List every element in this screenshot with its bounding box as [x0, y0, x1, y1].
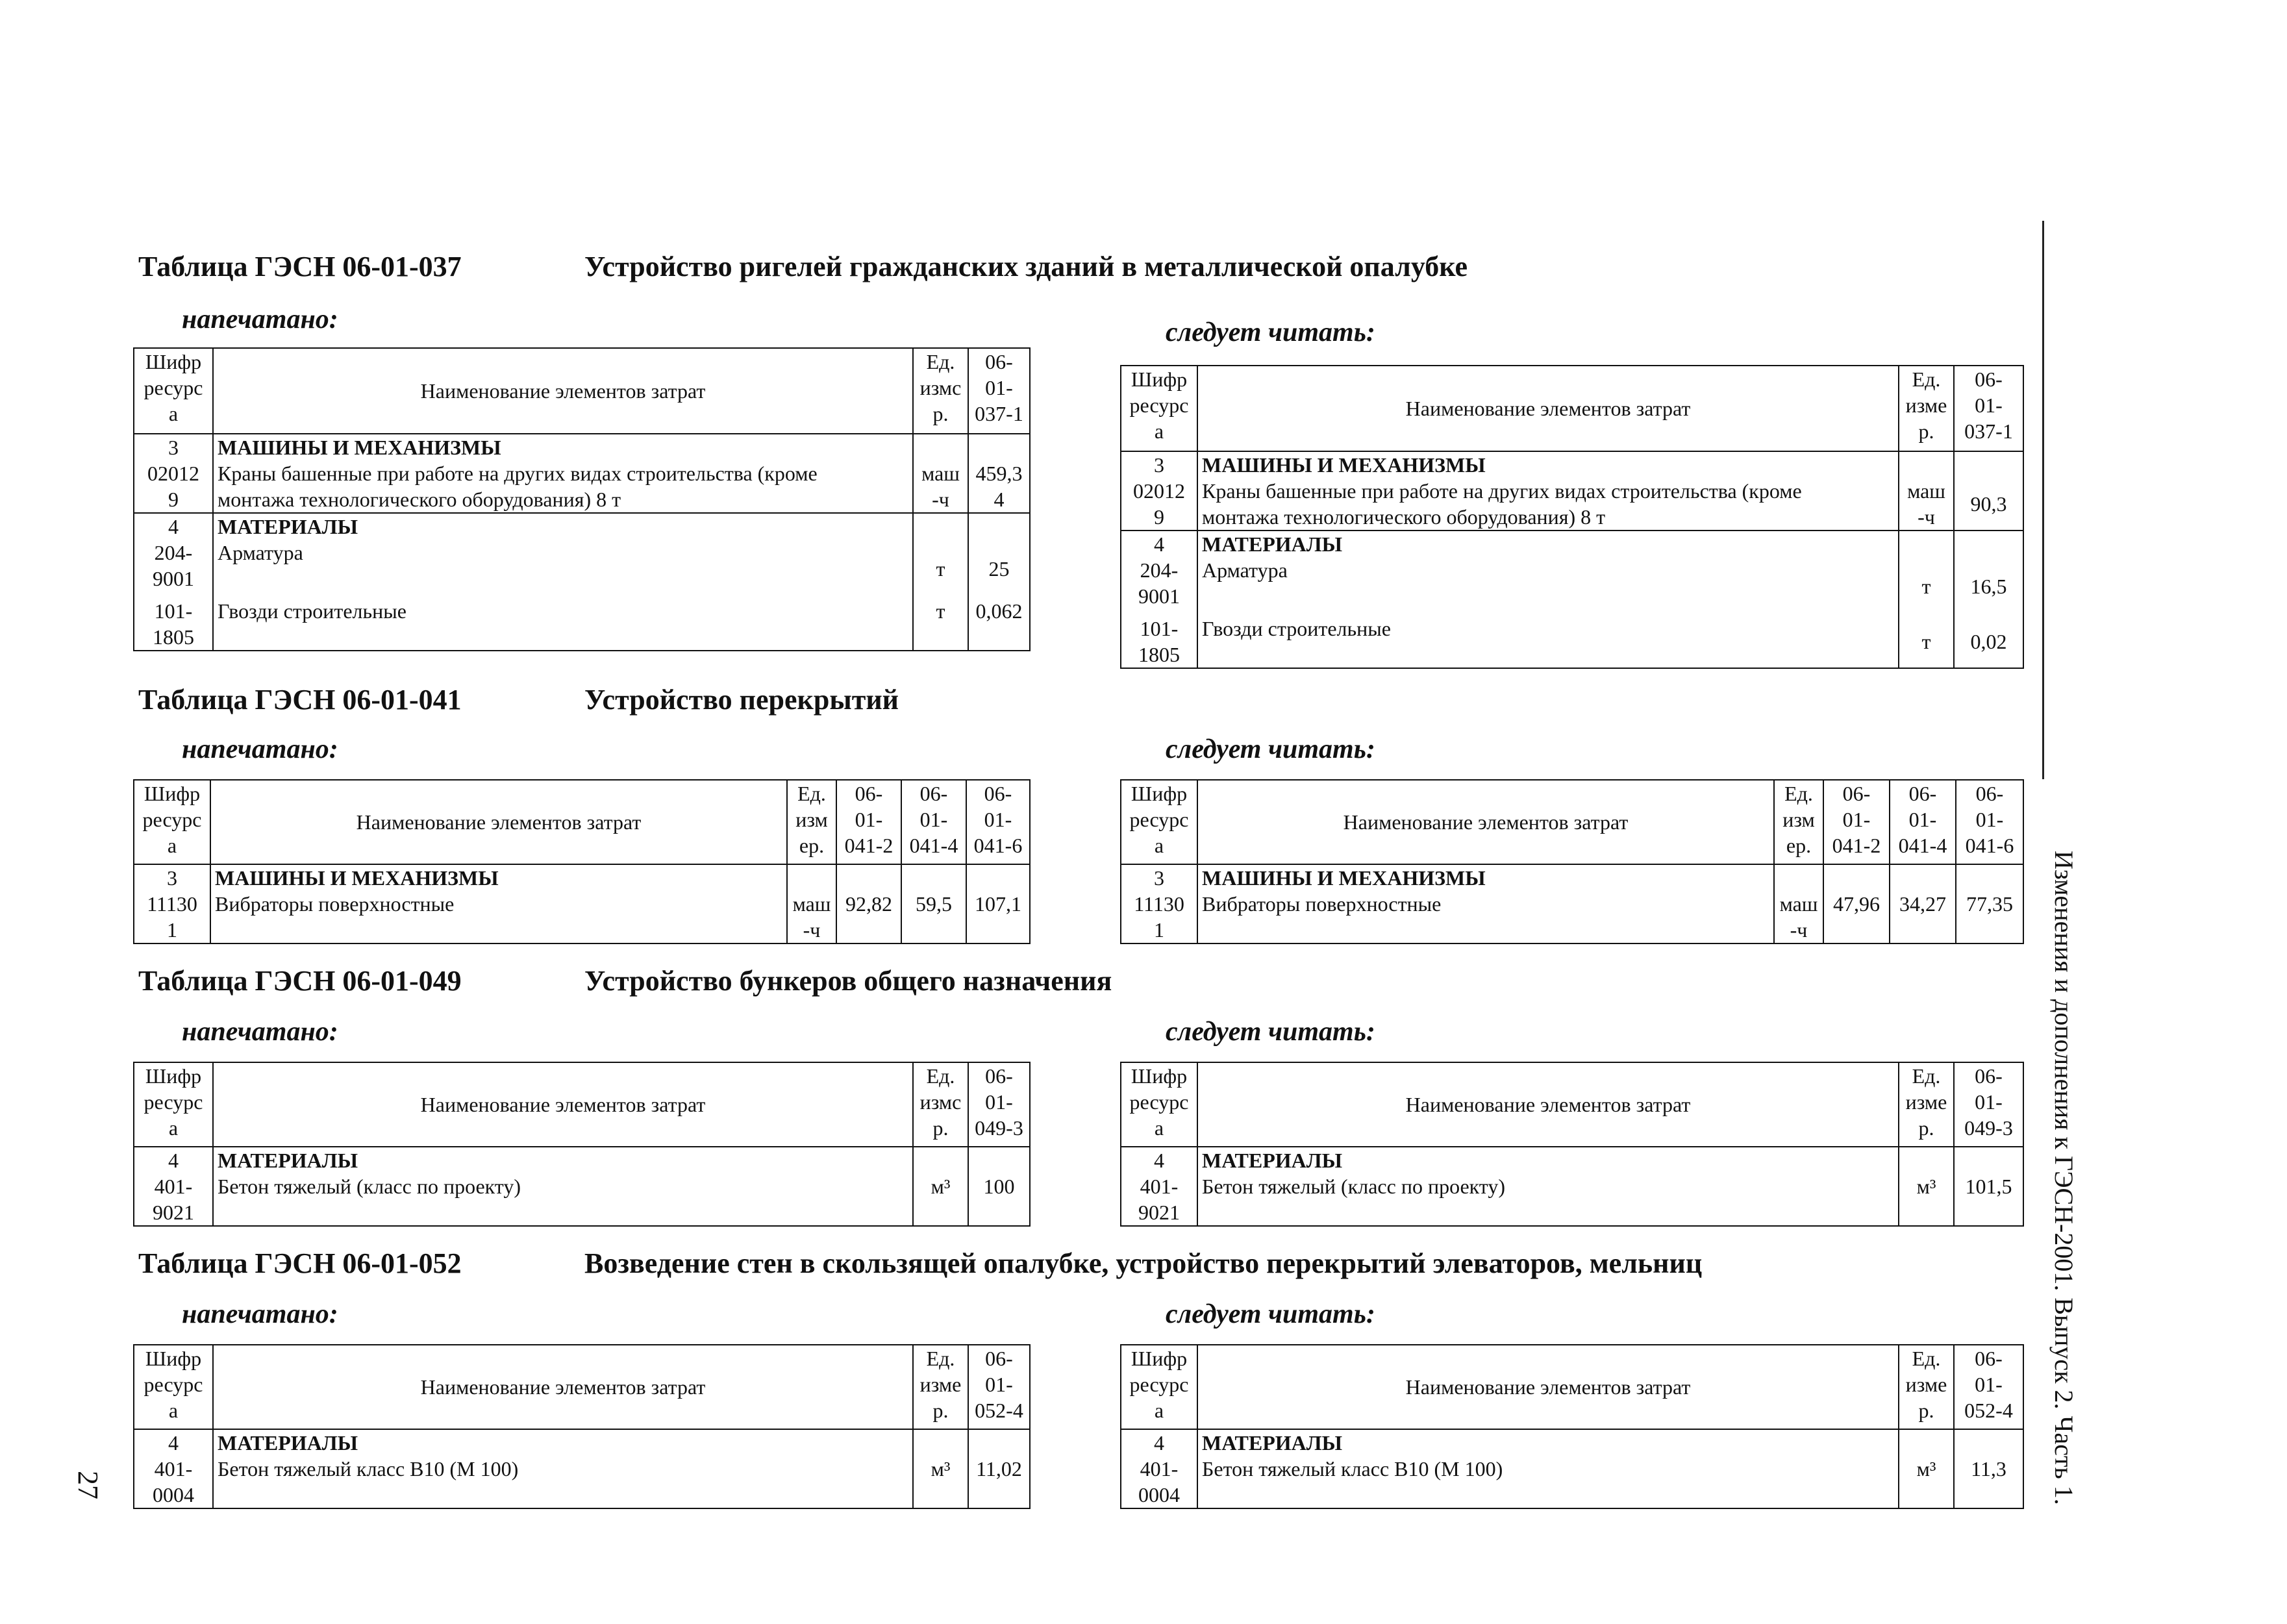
table-header-row: Шифр ресурс а Наименование элементов затрат Ед. изме р. 06- 01- 052-4 [134, 1345, 1030, 1429]
table-row: 401- 9021 Бетон тяжелый (класс по проекту) м³ 100 [134, 1173, 1030, 1226]
table-row: 4 МАТЕРИАЛЫ [1121, 1429, 2023, 1456]
section-title: Таблица ГЭСН 06-01-037 [138, 251, 462, 282]
table-printed-041 [133, 779, 1031, 944]
page-number: 27 [72, 1471, 104, 1499]
table-corrected-041 [1120, 779, 2024, 944]
should-read-label: следует читать: [1166, 1299, 1375, 1329]
header-name: Наименование элементов затрат [213, 348, 913, 434]
running-header [2049, 851, 2081, 1532]
section-description: Устройство перекрытий [584, 684, 899, 716]
table-row: 02012 9 Краны башенные при работе на других видах строительства (кроме монтажа технологического оборудования) 8 т маш -ч 90,3 [1121, 478, 2023, 531]
table-row: 3 МАШИНЫ И МЕХАНИЗМЫ [134, 434, 1030, 460]
table-header-row: Шифр ресурс а Наименование элементов затрат Ед. изм ер. 06- 01- 041-2 06- 01- 041-4 06- 01- 041-6 [134, 780, 1030, 864]
table-printed-049 [133, 1062, 1031, 1227]
header-unit: Ед. измс р. [913, 348, 968, 434]
table-row: 3 МАШИНЫ И МЕХАНИЗМЫ [134, 864, 1030, 891]
table-row: 401- 0004 Бетон тяжелый класс В10 (М 100) м³ 11,3 [1121, 1456, 2023, 1508]
table-row: 4 МАТЕРИАЛЫ [134, 1147, 1030, 1173]
table-row: 101- 1805 Гвозди строительные т 0,02 [1121, 616, 2023, 668]
table-row: 11130 1 Вибраторы поверхностные маш -ч 92,82 59,5 107,1 [134, 891, 1030, 943]
header-rate-code: 06- 01- 037-1 [968, 348, 1030, 434]
table-header-row: Шифр ресурс а Наименование элементов затрат Ед. изме р. 06- 01- 052-4 [1121, 1345, 2023, 1429]
section-title: Таблица ГЭСН 06-01-049 [138, 965, 462, 997]
table-header-row: Шифр ресурс а Наименование элементов затрат Ед. изме р. 06- 01- 037-1 [1121, 366, 2023, 451]
table-printed-052 [133, 1344, 1031, 1509]
table-header-row [134, 348, 1030, 434]
section-description: Устройство ригелей гражданских зданий в металлической опалубке [584, 251, 1468, 282]
table-row: 02012 9 Краны башенные при работе на других видах строительства (кроме монтажа технологического оборудования) 8 т маш -ч 459,3 4 [134, 460, 1030, 513]
table-row: 3 МАШИНЫ И МЕХАНИЗМЫ [1121, 864, 2023, 891]
header-code: Шифр ресурс а [134, 348, 213, 434]
printed-label: напечатано: [182, 305, 338, 334]
section-title: Таблица ГЭСН 06-01-041 [138, 684, 462, 716]
printed-label: напечатано: [182, 1017, 338, 1047]
table-corrected-037 [1120, 365, 2024, 669]
printed-label: напечатано: [182, 1299, 338, 1329]
section-description: Устройство бункеров общего назначения [584, 965, 1112, 997]
table-row: 204- 9001 Арматура т 16,5 [1121, 557, 2023, 616]
table-row: 4 МАТЕРИАЛЫ [1121, 531, 2023, 557]
table-row: 204- 9001 Арматура т 25 [134, 540, 1030, 598]
table-row: 401- 9021 Бетон тяжелый (класс по проекту) м³ 101,5 [1121, 1173, 2023, 1226]
printed-label: напечатано: [182, 734, 338, 764]
table-row: 3 МАШИНЫ И МЕХАНИЗМЫ [1121, 451, 2023, 478]
table-row: 401- 0004 Бетон тяжелый класс В10 (М 100) м³ 11,02 [134, 1456, 1030, 1508]
table-header-row: Шифр ресурс а Наименование элементов затрат Ед. изме р. 06- 01- 049-3 [1121, 1062, 2023, 1147]
section-title: Таблица ГЭСН 06-01-052 [138, 1247, 462, 1279]
table-corrected-052 [1120, 1344, 2024, 1509]
table-row: 11130 1 Вибраторы поверхностные маш -ч 47,96 34,27 77,35 [1121, 891, 2023, 943]
running-header-text: Изменения и дополнения к ГЭСН-2001. Выпуск 2. Часть 1. [2049, 851, 2079, 1505]
should-read-label: следует читать: [1166, 1017, 1375, 1047]
table-corrected-049 [1120, 1062, 2024, 1227]
table-row: 4 МАТЕРИАЛЫ [1121, 1147, 2023, 1173]
should-read-label: следует читать: [1166, 318, 1375, 347]
table-row: 4 МАТЕРИАЛЫ [134, 1429, 1030, 1456]
table-printed-037 [133, 347, 1031, 651]
section-description: Возведение стен в скользящей опалубке, устройство перекрытий элеваторов, мельниц [584, 1247, 1703, 1279]
should-read-label: следует читать: [1166, 734, 1375, 764]
category-machines: МАШИНЫ И МЕХАНИЗМЫ [213, 434, 913, 460]
table-header-row: Шифр ресурс а Наименование элементов затрат Ед. измс р. 06- 01- 049-3 [134, 1062, 1030, 1147]
table-row: 101- 1805 Гвозди строительные т 0,062 [134, 598, 1030, 651]
table-header-row: Шифр ресурс а Наименование элементов затрат Ед. изм ер. 06- 01- 041-2 06- 01- 041-4 06- 01- 041-6 [1121, 780, 2023, 864]
margin-rule [2042, 221, 2044, 779]
category-materials: МАТЕРИАЛЫ [213, 513, 913, 540]
table-row: 4 МАТЕРИАЛЫ [134, 513, 1030, 540]
